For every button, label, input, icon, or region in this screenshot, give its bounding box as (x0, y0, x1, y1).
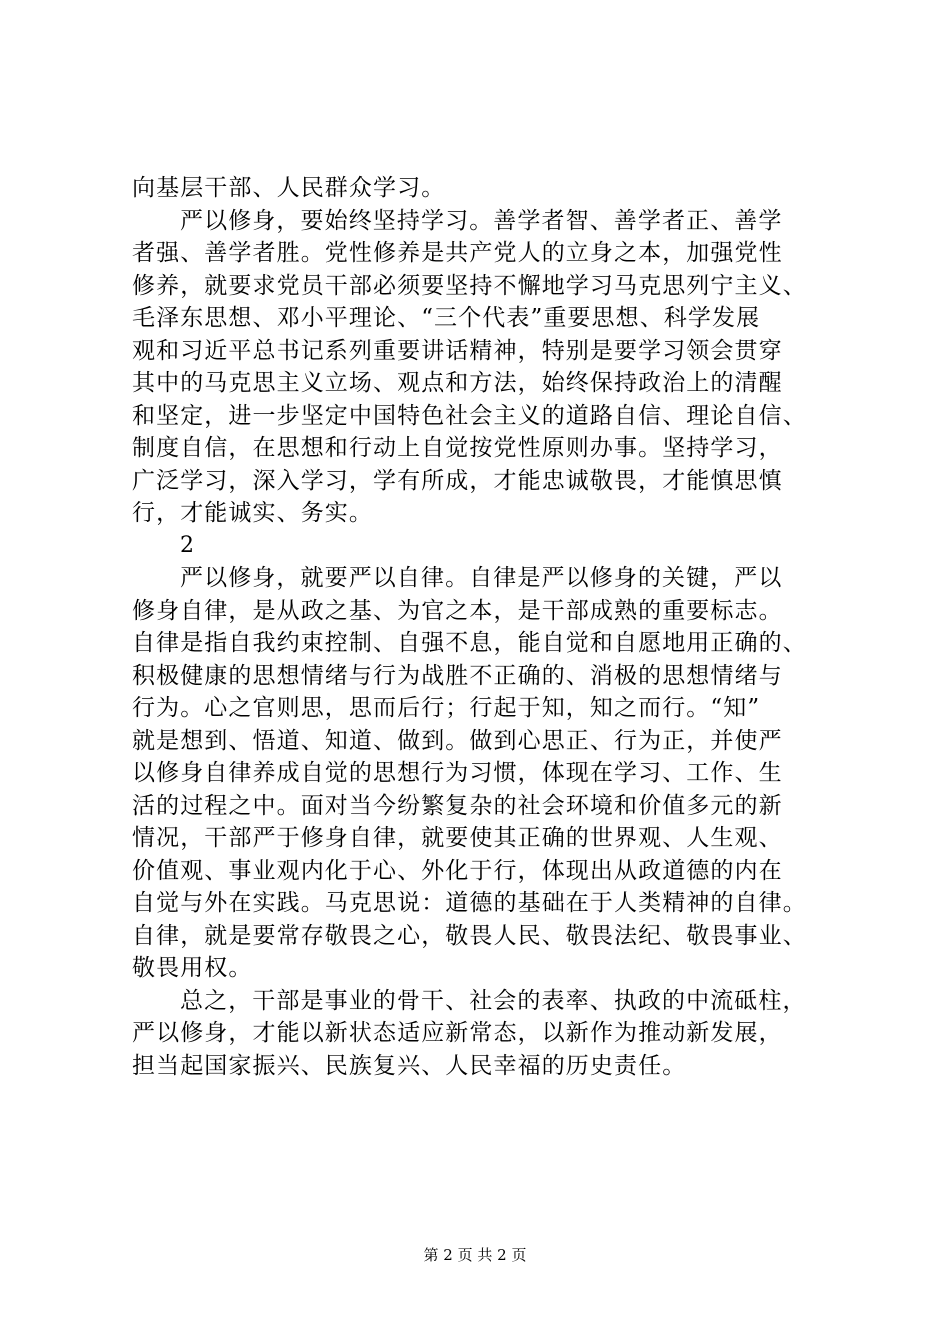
page-footer (0, 1245, 950, 1265)
text-line: 行为。心之官则思，思而后行；行起于知，知之而行。“知” (132, 695, 761, 721)
text-line: 情况，干部严于修身自律，就要使其正确的世界观、人生观、 (132, 825, 783, 851)
text-line: 担当起国家振兴、民族复兴、人民幸福的历史责任。 (132, 1052, 687, 1079)
text-line: 敬畏用权。 (132, 955, 253, 981)
text-line: 自律，就是要常存敬畏之心，敬畏人民、敬畏法纪、敬畏事业、 (132, 922, 807, 949)
text-line: 自觉与外在实践。马克思说：道德的基础在于人类精神的自律。 (132, 890, 807, 916)
text-line: 就是想到、悟道、知道、做到。做到心思正、行为正，并使严 (132, 727, 783, 754)
text-line: 严以修身，才能以新状态适应新常态，以新作为推动新发展， (132, 1020, 783, 1046)
text-line: 广泛学习，深入学习，学有所成，才能忠诚敬畏，才能慎思慎 (132, 467, 783, 494)
paragraph-start-line: 严以修身，就要严以自律。自律是严以修身的关键，严以 (180, 565, 783, 591)
text-line: 观和习近平总书记系列重要讲话精神，特别是要学习领会贯穿 (132, 337, 783, 364)
text-line: 和坚定，进一步坚定中国特色社会主义的道路自信、理论自信、 (132, 402, 807, 429)
text-line: 其中的马克思主义立场、观点和方法，始终保持政治上的清醒 (132, 370, 783, 396)
text-line: 毛泽东思想、邓小平理论、“三个代表”重要思想、科学发展 (132, 305, 761, 331)
text-line: 制度自信，在思想和行动上自觉按党性原则办事。坚持学习， (132, 435, 783, 461)
paragraph-start-line: 严以修身，要始终坚持学习。善学者智、善学者正、善学 (180, 207, 783, 234)
text-line: 以修身自律养成自觉的思想行为习惯，体现在学习、工作、生 (132, 760, 783, 786)
text-line: 积极健康的思想情绪与行为战胜不正确的、消极的思想情绪与 (132, 662, 783, 689)
paragraph-start-line: 总之，干部是事业的骨干、社会的表率、执政的中流砥柱， (180, 987, 807, 1014)
text-line: 价值观、事业观内化于心、外化于行，体现出从政道德的内在 (132, 857, 783, 884)
document-body (132, 172, 832, 1082)
text-line: 修身自律，是从政之基、为官之本，是干部成熟的重要标志。 (132, 597, 783, 624)
text-line: 行，才能诚实、务实。 (132, 500, 373, 526)
section-number: 2 (180, 532, 196, 558)
text-line: 活的过程之中。面对当今纷繁复杂的社会环境和价值多元的新 (132, 792, 783, 819)
text-line: 自律是指自我约束控制、自强不息，能自觉和自愿地用正确的、 (132, 630, 807, 656)
text-line: 者强、善学者胜。党性修养是共产党人的立身之本，加强党性 (132, 240, 783, 266)
page-indicator: 第 2 页 共 2 页 (423, 1246, 527, 1264)
text-line: 修养，就要求党员干部必须要坚持不懈地学习马克思列宁主义、 (132, 272, 807, 299)
text-line: 向基层干部、人民群众学习。 (132, 175, 446, 201)
